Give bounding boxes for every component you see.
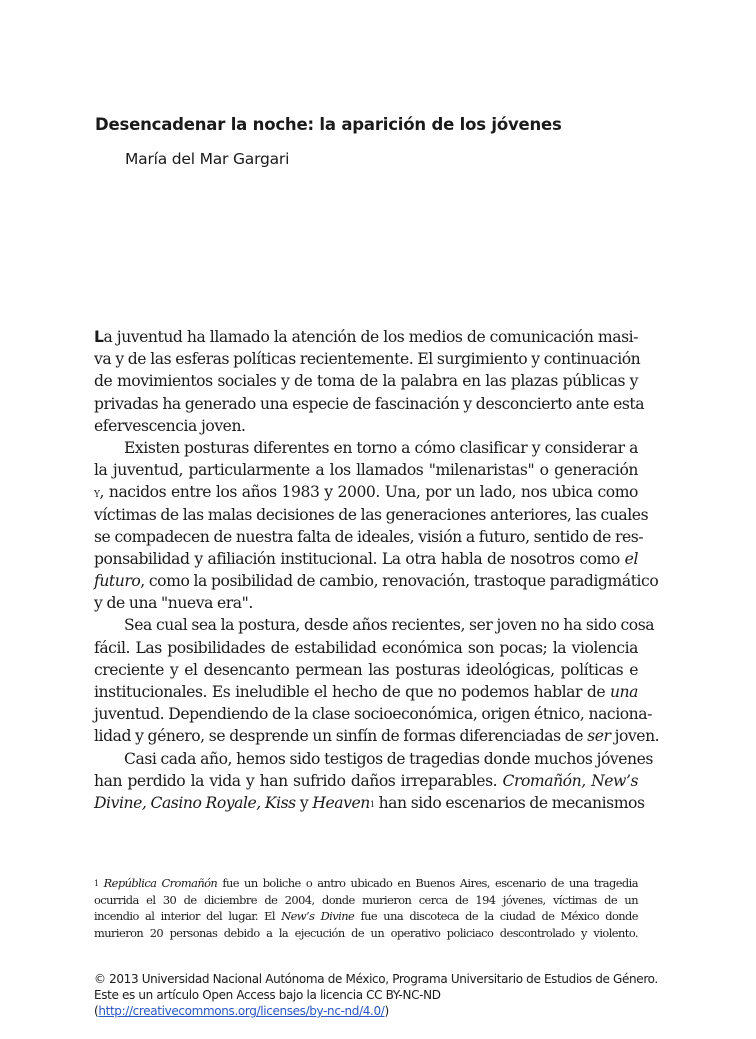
footnote-line: murieron 20 personas debido a la ejecución de un operativo policiaco descontrolado y violento. (94, 925, 638, 940)
footnote-line: incendio al interior del lugar. El New’s Divine fue una discoteca de la ciudad de México donde (94, 909, 638, 923)
body-line: lidad y género, se desprende un sinfín de formas diferenciadas de ser joven. (94, 727, 660, 746)
small-caps-y: y (94, 486, 100, 502)
body-line: ponsabilidad y afiliación institucional. La otra habla de nosotros como el (94, 549, 638, 568)
drop-cap: L (94, 328, 104, 346)
body-line: fácil. Las posibilidades de estabilidad económica son pocas; la violencia (94, 638, 638, 657)
body-line: privadas ha generado una especie de fascinación y desconcierto ante esta (94, 394, 645, 413)
body-line: va y de las esferas políticas recientemente. El surgimiento y continuación (94, 350, 641, 369)
copyright-line: © 2013 Universidad Nacional Autónoma de México, Programa Universitario de Estudios de Género. (94, 972, 658, 986)
body-line: Divine, Casino Royale, Kiss y Heaven$^1$ han sido escenarios de mecanismos (94, 793, 645, 812)
footnote-mark: 1 (94, 879, 99, 888)
emphasis: ser (587, 727, 611, 746)
body-line: creciente y el desencanto permean las posturas ideológicas, políticas e (94, 660, 638, 679)
body-line: Sea cual sea la postura, desde años recientes, ser joven no ha sido cosa (124, 616, 655, 635)
body-line: se compadecen de nuestra falta de ideales, visión a futuro, sentido de res- (94, 527, 644, 546)
license-link[interactable]: http://creativecommons.org/licenses/by-nc-nd/4.0/ (98, 1004, 385, 1019)
body-line: y, nacidos entre los años 1983 y 2000. Una, por un lado, nos ubica como (94, 483, 638, 502)
footnote (94, 875, 638, 941)
article-body (94, 326, 660, 814)
body-line: futuro, como la posibilidad de cambio, renovación, trastoque paradigmático (94, 572, 659, 591)
body-line: juventud. Dependiendo de la clase socioeconómica, origen étnico, naciona- (94, 705, 652, 724)
license-notice (94, 971, 674, 1020)
article-title: Desencadenar la noche: la aparición de los jóvenes (95, 115, 562, 134)
footnote-line: ocurrida el 30 de diciembre de 2004, donde murieron cerca de 194 jóvenes, víctimas de un (94, 892, 638, 907)
body-line: efervescencia joven. (94, 416, 246, 435)
emphasis: República Cromañón (103, 876, 218, 890)
body-line: de movimientos sociales y de toma de la palabra en las plazas públicas y (94, 372, 638, 391)
body-line: Casi cada año, hemos sido testigos de tragedias donde muchos jóvenes (124, 749, 653, 768)
emphasis: Cromañón, New’s (502, 771, 639, 790)
emphasis: Divine, Casino Royale, Kiss (94, 793, 296, 812)
body-line: institucionales. Es ineludible el hecho de que no podemos hablar de una (94, 683, 639, 701)
emphasis: futuro (94, 572, 141, 591)
footnote-line: $^1$ República Cromañón fue un boliche o antro ubicado en Buenos Aires, escenario de una tragedia (94, 876, 639, 890)
emphasis: New’s Divine (281, 909, 355, 923)
emphasis: una (609, 683, 639, 701)
body-line: han perdido la vida y han sufrido daños irreparables. Cromañón, New’s (94, 771, 639, 790)
footnote-reference[interactable]: 1 (369, 799, 375, 809)
body-line: Existen posturas diferentes en torno a cómo clasificar y considerar a (124, 438, 638, 457)
emphasis: Heaven (312, 793, 370, 812)
license-line: Este es un artículo Open Access bajo la licencia CC BY-NC-ND (94, 988, 441, 1003)
body-line: La juventud ha llamado la atención de los medios de comunicación masi- (94, 328, 638, 346)
body-line: la juventud, particularmente a los llamados "milenaristas" o generación (94, 461, 638, 480)
emphasis: el (624, 549, 638, 568)
article-author: María del Mar Gargari (125, 150, 290, 168)
license-url-line: (http://creativecommons.org/licenses/by-nc-nd/4.0/) (94, 1004, 389, 1019)
body-line: y de una "nueva era". (94, 594, 253, 613)
body-line: víctimas de las malas decisiones de las generaciones anteriores, las cuales (94, 505, 649, 524)
